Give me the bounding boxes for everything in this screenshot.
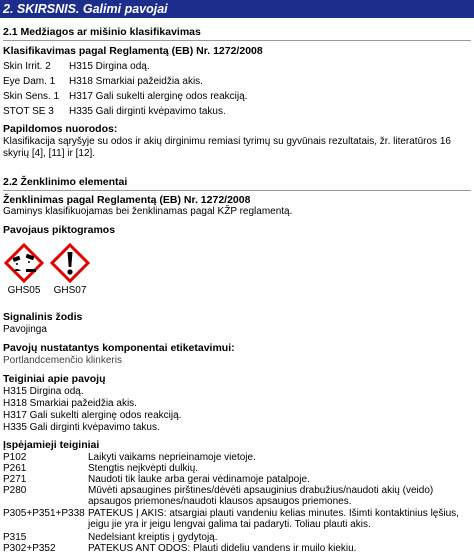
pictogram-code: GHS05	[7, 285, 41, 296]
pictogram-code: GHS07	[53, 285, 87, 296]
precautionary-heading: Įspėjamieji teiginiai	[3, 439, 100, 451]
classification-row	[3, 90, 247, 103]
extra-notes-text: Klasifikacija sąryšyje su odos ir akių dirginimu remiasi tyrimų su gyvūnais rezultatais, žr. literatūros 16 skyrių [4], [11] ir [12].	[3, 136, 451, 159]
pictogram-ghs05	[3, 243, 45, 297]
class-code: Skin Sens. 1	[3, 91, 60, 102]
hazard-statement: H317 Gali sukelti alerginę odos reakciją.	[3, 410, 182, 421]
class-code: Eye Dam. 1	[3, 76, 56, 87]
precautionary-text: Stengtis neįkvėpti dulkių.	[88, 463, 199, 474]
classification-reg-heading: Klasifikavimas pagal Reglamentą (EB) Nr. 1272/2008	[3, 45, 263, 57]
classification-row	[3, 105, 226, 118]
precautionary-text: Mūvėti apsaugines pirštines/dėvėti apsauginius drabužius/naudoti akių (veido) apsaugos priemones/naudoti klausos apsaugos priemones.	[88, 485, 434, 507]
components-heading: Pavojų nustatantys komponentai etiketavimui:	[3, 342, 235, 354]
extra-notes-heading: Papildomos nuorodos:	[3, 123, 118, 135]
class-statement: H318 Smarkiai pažeidžia akis.	[69, 76, 203, 87]
section-title: 2. SKIRSNIS. Galimi pavojai	[0, 0, 474, 18]
precautionary-text: Naudoti tik lauke arba gerai vėdinamoje patalpoje.	[88, 474, 310, 485]
precautionary-code: P280	[3, 485, 27, 496]
precautionary-text: Nedelsiant kreiptis į gydytoją.	[88, 532, 218, 543]
precautionary-code: P302+P352	[3, 543, 56, 554]
class-statement: H317 Gali sukelti alerginę odos reakciją.	[69, 91, 248, 102]
precautionary-code: P102	[3, 452, 27, 463]
class-code: Skin Irrit. 2	[3, 61, 51, 72]
precautionary-code: P315	[3, 532, 27, 543]
subsection-2-2-heading: 2.2 Ženklinimo elementai	[3, 176, 471, 191]
labelling-text: Gaminys klasifikuojamas bei ženklinamas pagal KŽP reglamentą.	[3, 206, 293, 217]
hazard-statement: H315 Dirgina odą.	[3, 386, 84, 397]
hazard-statement: H335 Gali dirginti kvėpavimo takus.	[3, 422, 160, 433]
precautionary-code: P305+P351+P338	[3, 508, 85, 519]
corrosion-icon	[4, 243, 44, 283]
precautionary-code: P271	[3, 474, 27, 485]
class-statement: H335 Gali dirginti kvėpavimo takus.	[69, 106, 226, 117]
precautionary-text: Laikyti vaikams neprieinamoje vietoje.	[88, 452, 256, 463]
exclamation-icon	[50, 243, 90, 283]
precautionary-text: PATEKUS ANT ODOS: Plauti dideliu vandens ir muilo kiekiu.	[88, 543, 357, 554]
hazard-statement: H318 Smarkiai pažeidžia akis.	[3, 398, 137, 409]
components-text: Portlandcemenčio klinkeris	[3, 355, 122, 366]
classification-row	[3, 60, 150, 73]
subsection-2-1-heading: 2.1 Medžiagos ar mišinio klasifikavimas	[3, 26, 471, 41]
signal-word: Pavojinga	[3, 324, 47, 335]
signal-word-heading: Signalinis žodis	[3, 311, 83, 323]
precautionary-code: P261	[3, 463, 27, 474]
class-statement: H315 Dirgina odą.	[69, 61, 150, 72]
precautionary-text: PATEKUS Į AKIS: atsargiai plauti vandeniu kelias minutes. Išimti kontaktinius lęšius, jeigu jie yra ir jeigu lengvai galima tai padaryti. Toliau plauti akis.	[88, 508, 459, 530]
pictogram-list	[3, 243, 103, 301]
labelling-reg-heading: Ženklinimas pagal Reglamentą (EB) Nr. 1272/2008	[3, 194, 251, 206]
class-code: STOT SE 3	[3, 106, 54, 117]
pictograms-heading: Pavojaus piktogramos	[3, 224, 116, 236]
classification-row	[3, 75, 203, 88]
pictogram-ghs07	[49, 243, 91, 297]
hazard-statements-heading: Teiginiai apie pavojų	[3, 373, 106, 385]
